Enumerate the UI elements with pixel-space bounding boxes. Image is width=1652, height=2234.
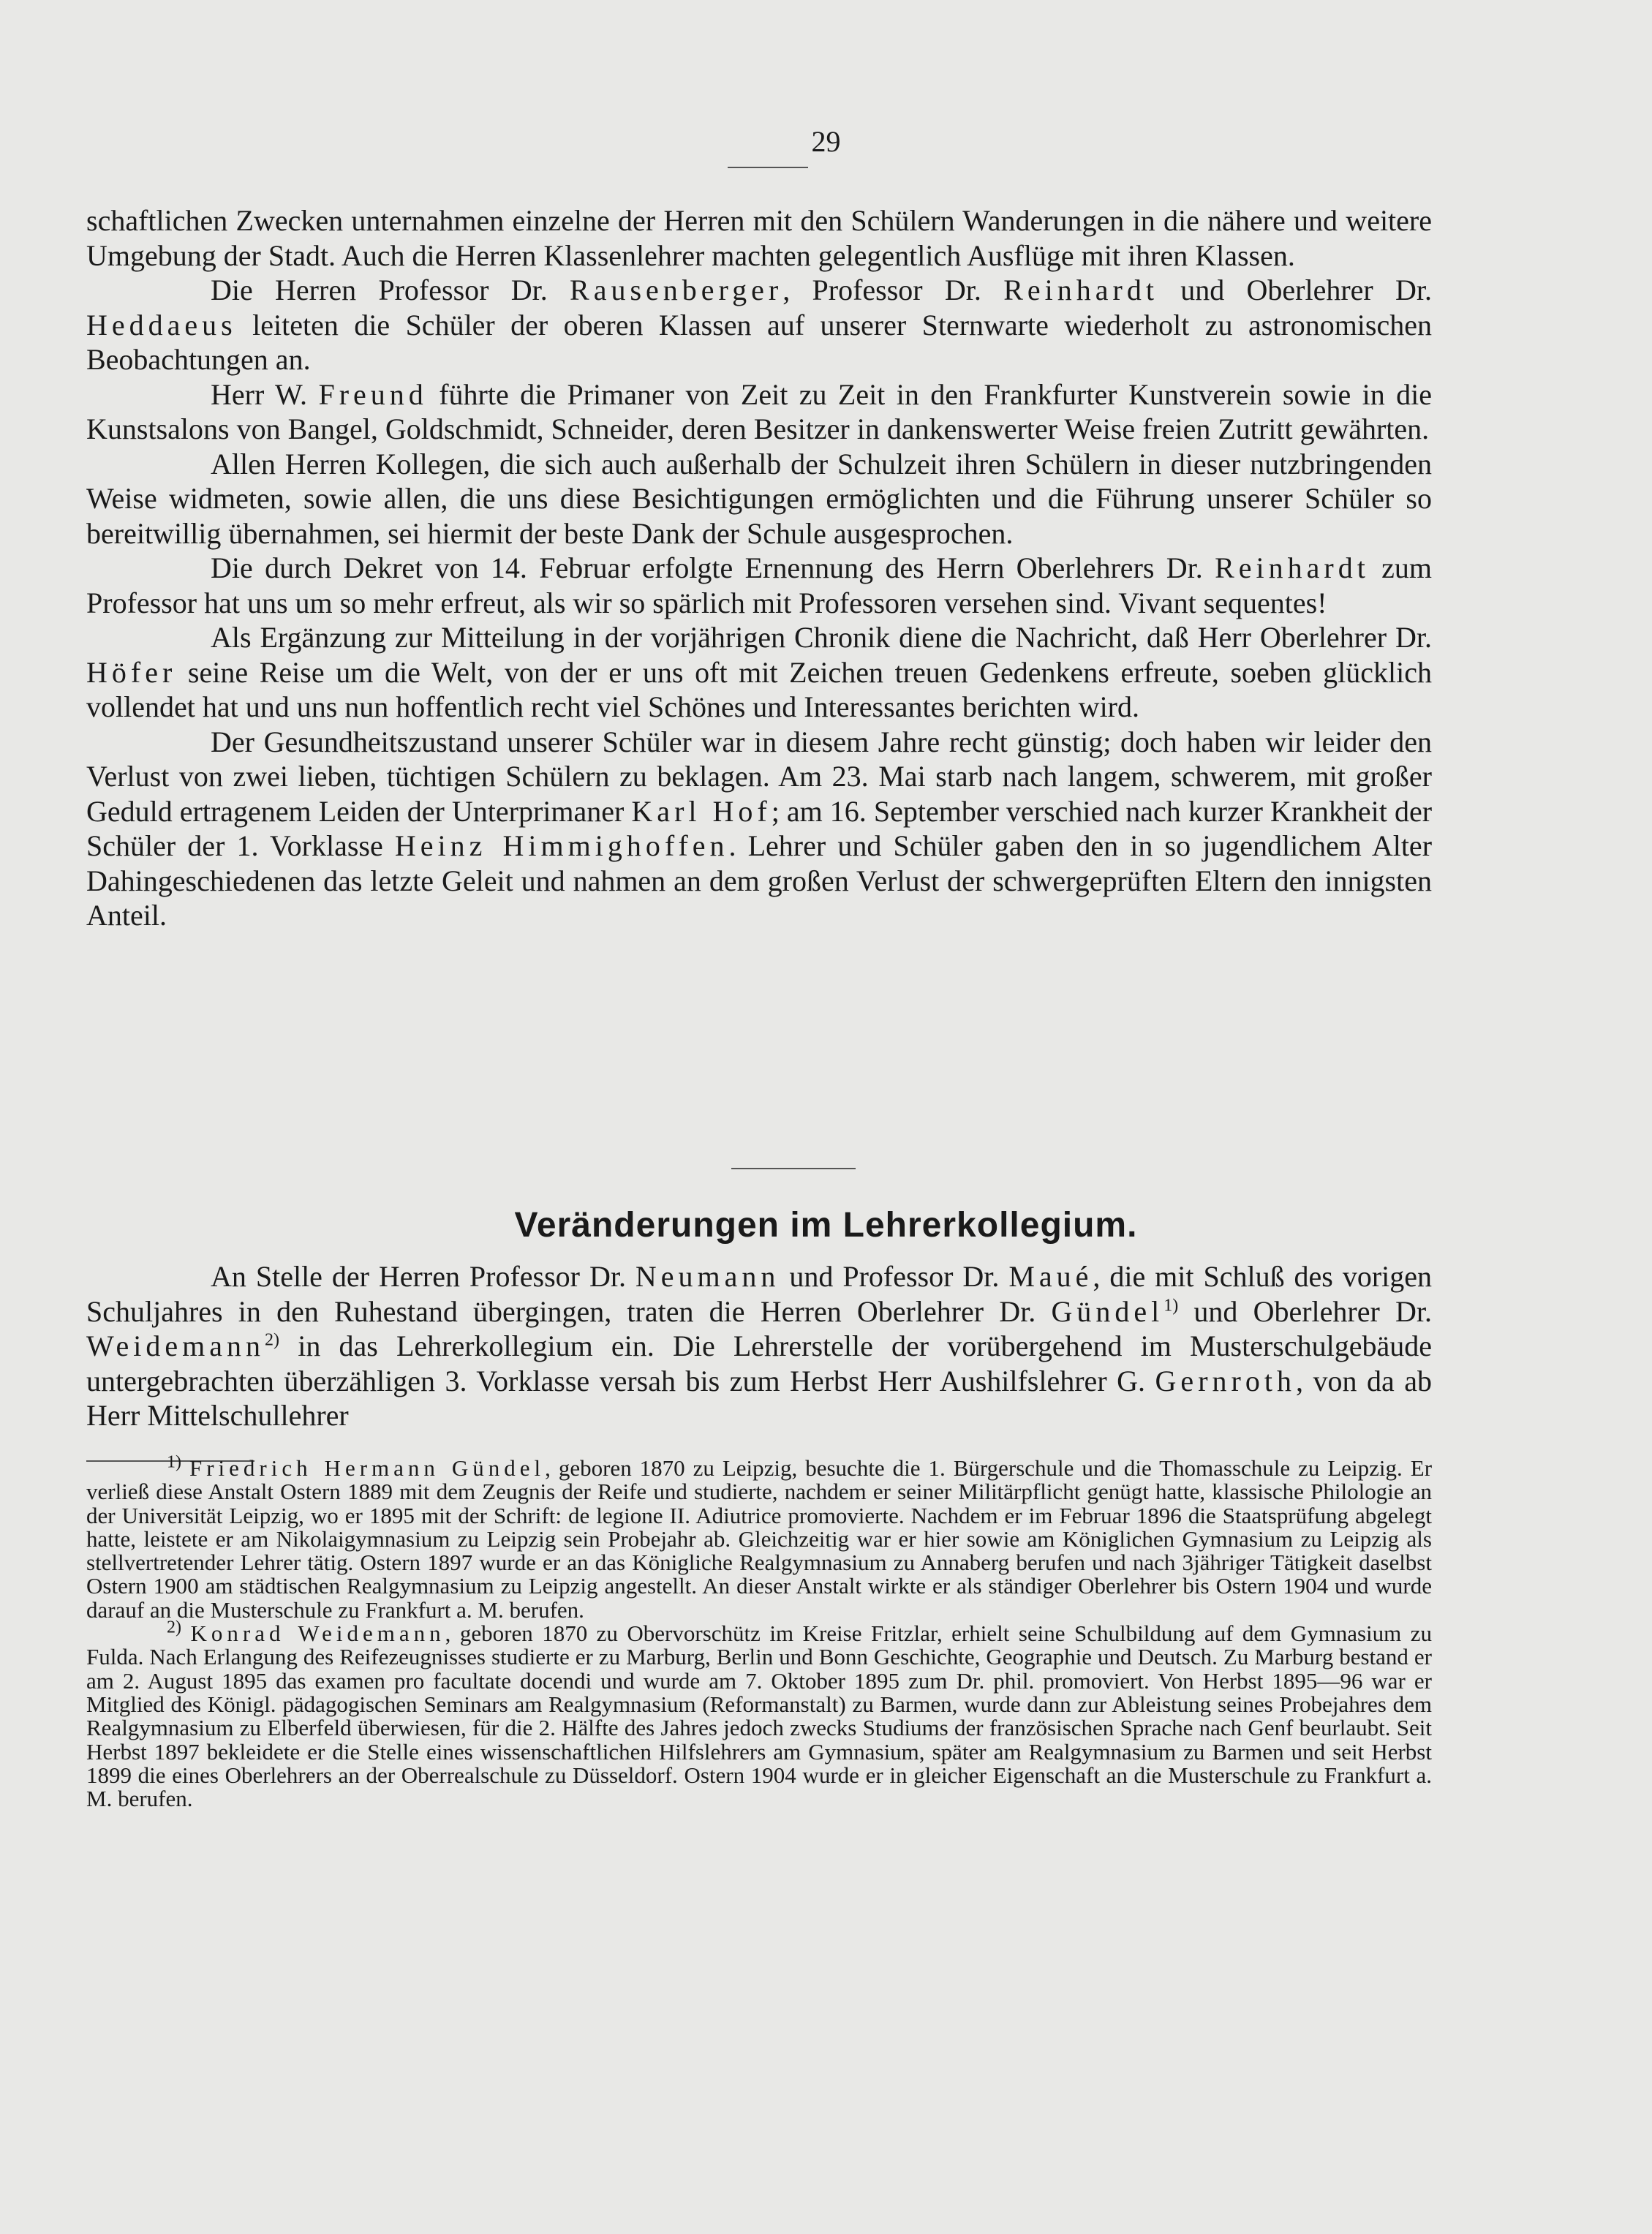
person-guendel: Gündel xyxy=(1051,1294,1164,1328)
person-reinhardt-2: Reinhardt xyxy=(1215,551,1370,584)
paragraph-6 xyxy=(86,620,1432,725)
footnote-1 xyxy=(86,1452,1433,1623)
footnote-1-mark: 1) xyxy=(167,1452,181,1472)
paragraph-2-text-b: , Professor Dr. xyxy=(782,273,981,306)
footnote-1-text: , geboren 1870 zu Leipzig, besuchte die 1. Bürgerschule und die Thomasschule zu Leipzig. Er verließ diese Anstalt Ostern 1889 mit dem Zeugnis der Reife und studierte, nachdem er seiner Militärpflicht genügt hatte, klassische Philologie an der Universität Leipzig, wo er 1895 mit der Schrift: de legione II. Adiutrice promovierte. Nachdem er im Februar 1896 die Staatsprüfung abgelegt hatte, leistete er am Nikolaigymnasium zu Leipzig sein Probejahr ab. Gleichzeitig war er hier sowie am Königlichen Gymnasium zu Leipzig als stellvertretender Lehrer tätig. Ostern 1897 wurde er an das Königliche Realgymnasium zu Annaberg berufen und nach 3jähriger Tätigkeit daselbst Ostern 1900 am städtischen Realgymnasium zu Leipzig angestellt. An dieser Anstalt wirkte er als ständiger Oberlehrer bis Ostern 1904 und wurde darauf an die Musterschule zu Frankfurt a. M. berufen. xyxy=(86,1455,1433,1623)
person-gernroth: Gernroth xyxy=(1155,1364,1296,1397)
paragraph-6-text-b: seine Reise um die Welt, von der er uns oft mit Zeichen treuen Gedenkens erfreute, soeben glücklich vollendet hat und uns nun hoffentlich recht viel Schönes und Interessantes berichten wird. xyxy=(86,655,1433,723)
paragraph-5-text-a: Die durch Dekret von 14. Februar erfolgte Ernennung des Herrn Oberlehrers Dr. xyxy=(211,551,1203,584)
paragraph-2 xyxy=(86,273,1432,377)
person-rausenberger: Rausenberger xyxy=(570,273,783,306)
person-heddaeus: Heddaeus xyxy=(86,308,237,341)
person-karl-hof: Karl Hof xyxy=(631,794,772,828)
paragraph-1 xyxy=(86,203,1432,273)
paragraph-7-text-c: . Lehrer und Schüler gaben den in so jugendlichem Alter Dahingeschiedenen das letzte Geleit und nahmen an dem großen Verlust der schwergeprüften Eltern den innigsten Anteil. xyxy=(86,829,1433,932)
person-freund: Freund xyxy=(318,377,428,411)
footnote-ref-2: 2) xyxy=(265,1330,280,1350)
footnote-1-name: Friedrich Hermann Gündel xyxy=(189,1455,546,1481)
paragraph-7-text-b: ; am 16. September verschied nach kurzer Krankheit der Schüler der 1. Vorklasse xyxy=(86,794,1433,862)
footnote-ref-1: 1) xyxy=(1163,1296,1179,1316)
section-divider xyxy=(731,1168,856,1169)
person-reinhardt: Reinhardt xyxy=(1003,273,1158,306)
footnote-2-mark: 2) xyxy=(167,1618,181,1637)
person-himmighoffen: Heinz Himmighoffen xyxy=(394,829,729,862)
page-number-rule xyxy=(728,167,808,168)
page-number: 29 xyxy=(811,125,841,158)
section-text-a: An Stelle der Herren Professor Dr. xyxy=(211,1260,626,1293)
paragraph-7 xyxy=(86,725,1432,933)
person-neumann: Neumann xyxy=(635,1260,780,1293)
paragraph-2-text-c: und Oberlehrer Dr. xyxy=(1180,273,1433,306)
section-text-e: in das Lehrerkollegium ein. Die Lehrerstelle der vorübergehend im Musterschulgebäude untergebrachten überzähligen 3. Vorklasse versah bis zum Herbst Herr Aushilfslehrer G. xyxy=(86,1329,1433,1397)
paragraph-6-text-a: Als Ergänzung zur Mitteilung in der vorjährigen Chronik diene die Nachricht, daß Herr Oberlehrer Dr. xyxy=(211,621,1432,654)
footnotes xyxy=(86,1452,1433,1812)
paragraph-2-text-d: leiteten die Schüler der oberen Klassen auf unserer Sternwarte wiederholt zu astronomischen Beobachtungen an. xyxy=(86,308,1432,376)
paragraph-4 xyxy=(86,447,1432,551)
section-text-d: und Oberlehrer Dr. xyxy=(1193,1294,1432,1328)
paragraph-4-text: Allen Herren Kollegen, die sich auch außerhalb der Schulzeit ihren Schülern in dieser nutzbringenden Weise widmeten, sowie allen, die uns diese Besichtigungen ermöglichten und die Führung unserer Schüler so bereitwillig übernahmen, sei hiermit der beste Dank der Schule ausgesprochen. xyxy=(86,447,1432,550)
footnote-2 xyxy=(86,1618,1433,1812)
footnote-2-text: , geboren 1870 zu Obervorschütz im Kreise Fritzlar, erhielt seine Schulbildung auf dem Gymnasium zu Fulda. Nach Erlangung des Reifezeugnisses studierte er zu Marburg, Berlin und Bonn Geschichte, Geographie und Deutsch. Zu Marburg bestand er am 2. August 1895 das examen pro facultate docendi und wurde am 7. Oktober 1895 zum Dr. phil. promoviert. Von Herbst 1895—96 war er Mitglied des Königl. pädagogischen Seminars am Realgymnasium (Reformanstalt) zu Barmen, wurde dann zur Ableistung seines Probejahres dem Realgymnasium zu Elberfeld überwiesen, für die 2. Hälfte des Jahres jedoch zwecks Studiums der französischen Sprache nach Genf beurlaubt. Seit Herbst 1897 bekleidete er die Stelle eines wissenschaftlichen Hilfslehrers am Gymnasium, später am Realgymnasium zu Barmen und seit Herbst 1899 die eines Oberlehrers an der Oberrealschule zu Düsseldorf. Ostern 1904 wurde er in gleicher Eigenschaft an die Musterschule zu Frankfurt a. M. berufen. xyxy=(86,1620,1433,1812)
person-maue: Maué xyxy=(1008,1260,1093,1293)
person-hoefer: Höfer xyxy=(86,655,177,689)
paragraph-2-text-a: Die Herren Professor Dr. xyxy=(211,273,548,306)
footnote-2-name: Konrad Weidemann xyxy=(190,1620,445,1647)
body-text xyxy=(86,203,1432,933)
paragraph-3-text-b: führte die Primaner von Zeit zu Zeit in den Frankfurter Kunstverein sowie in die Kunstsalons von Bangel, Goldschmidt, Schneider, deren Besitzer in dankenswerter Weise freien Zutritt gewährten. xyxy=(86,377,1433,445)
section-text-c: , die mit Schluß des vorigen Schuljahres in den Ruhestand übergingen, traten die Herren Oberlehrer Dr. xyxy=(86,1260,1432,1328)
section-text-f: , von da ab Herr Mittelschullehrer xyxy=(86,1364,1432,1432)
paragraph-7-text-a: Der Gesundheitszustand unserer Schüler war in diesem Jahre recht günstig; doch haben wir leider den Verlust von zwei lieben, tüchtigen Schülern zu beklagen. Am 23. Mai starb nach langem, schwerem, mit großer Geduld ertragenem Leiden der Unterprimaner xyxy=(86,725,1432,828)
section-text xyxy=(86,1259,1432,1433)
paragraph-3-text-a: Herr W. xyxy=(211,377,308,411)
section-heading: Veränderungen im Lehrerkollegium. xyxy=(514,1206,1138,1245)
paragraph-1-text: schaftlichen Zwecken unternahmen einzelne der Herren mit den Schülern Wanderungen in die nähere und weitere Umgebung der Stadt. Auch die Herren Klassenlehrer machten gelegentlich Ausflüge mit ihren Klassen. xyxy=(86,204,1432,272)
paragraph-3 xyxy=(86,377,1432,447)
section-text-b: und Professor Dr. xyxy=(789,1260,1000,1293)
person-weidemann: Weidemann xyxy=(86,1329,265,1362)
section-paragraph xyxy=(86,1259,1432,1433)
paragraph-5 xyxy=(86,551,1432,620)
paragraph-5-text-b: zum Professor hat uns um so mehr erfreut, als wir so spärlich mit Professoren versehen sind. Vivant sequentes! xyxy=(86,551,1432,619)
